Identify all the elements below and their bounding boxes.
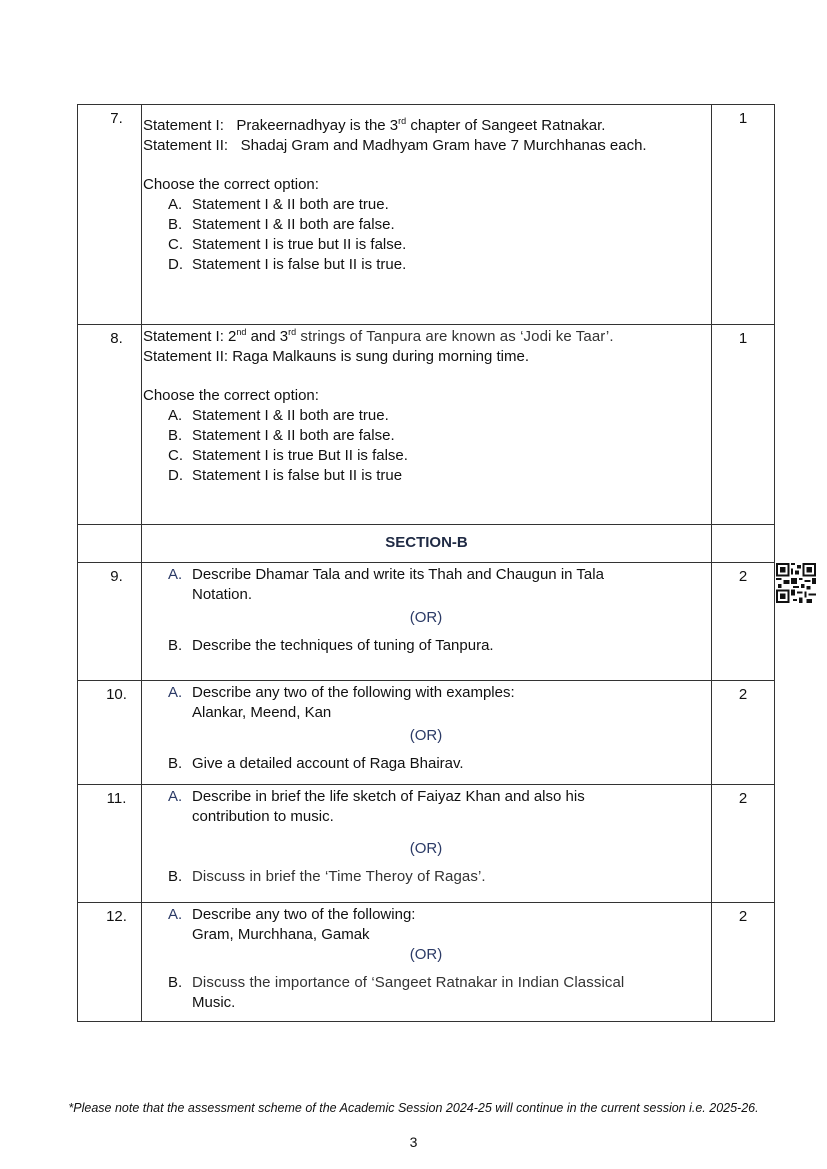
or-separator: (OR) bbox=[409, 727, 443, 744]
question-marks: 1 bbox=[712, 325, 775, 525]
question-body bbox=[142, 105, 712, 325]
option-a: A. Statement I & II both are true. bbox=[168, 407, 389, 424]
question-row bbox=[78, 681, 775, 785]
part-a: A. Describe any two of the following with examples: Alankar, Meend, Kan bbox=[168, 684, 515, 721]
question-body bbox=[142, 325, 712, 525]
option-c: C. Statement I is true but II is false. bbox=[168, 236, 407, 253]
option-d: D. Statement I is false but II is true bbox=[168, 467, 403, 484]
question-body bbox=[142, 681, 712, 785]
part-b: B. Discuss in brief the ‘Time Theroy of Ragas’. bbox=[168, 868, 486, 885]
question-marks: 2 bbox=[712, 785, 775, 903]
statement-2: Statement II: Raga Malkauns is sung during morning time. bbox=[143, 348, 530, 365]
question-body bbox=[142, 785, 712, 903]
question-number: 7. bbox=[78, 105, 142, 325]
or-separator: (OR) bbox=[409, 946, 443, 963]
question-number: 10. bbox=[78, 681, 142, 785]
question-row bbox=[78, 785, 775, 903]
empty-cell bbox=[712, 525, 775, 563]
empty-cell bbox=[78, 525, 142, 563]
question-row bbox=[78, 325, 775, 525]
option-d: D. Statement I is false but II is true. bbox=[168, 256, 407, 273]
option-a: A. Statement I & II both are true. bbox=[168, 196, 389, 213]
part-b: B. Give a detailed account of Raga Bhairav. bbox=[168, 755, 464, 772]
question-body bbox=[142, 903, 712, 1022]
option-c: C. Statement I is true But II is false. bbox=[168, 447, 408, 464]
question-row bbox=[78, 105, 775, 325]
question-number: 9. bbox=[78, 563, 142, 681]
question-prompt: Choose the correct option: bbox=[143, 387, 319, 404]
option-b: B. Statement I & II both are false. bbox=[168, 427, 395, 444]
page-number: 3 bbox=[409, 1134, 418, 1150]
section-title: SECTION-B bbox=[142, 525, 712, 563]
qr-code-icon bbox=[776, 563, 816, 603]
question-prompt: Choose the correct option: bbox=[143, 176, 319, 193]
question-row bbox=[78, 903, 775, 1022]
statement-2: Statement II: Shadaj Gram and Madhyam Gram have 7 Murchhanas each. bbox=[143, 137, 647, 154]
option-list bbox=[143, 195, 709, 275]
question-number: 8. bbox=[78, 325, 142, 525]
question-table bbox=[77, 104, 775, 1022]
question-marks: 2 bbox=[712, 563, 775, 681]
statement-1: Statement I: 2nd and 3rd strings of Tanpura are known as ‘Jodi ke Taar’. bbox=[143, 327, 614, 345]
part-a: A. Describe any two of the following: Gram, Murchhana, Gamak bbox=[168, 906, 416, 943]
question-marks: 2 bbox=[712, 903, 775, 1022]
section-row bbox=[78, 525, 775, 563]
question-body bbox=[142, 563, 712, 681]
option-b: B. Statement I & II both are false. bbox=[168, 216, 395, 233]
question-row bbox=[78, 563, 775, 681]
question-number: 12. bbox=[78, 903, 142, 1022]
question-marks: 1 bbox=[712, 105, 775, 325]
question-marks: 2 bbox=[712, 681, 775, 785]
footnote: *Please note that the assessment scheme of the Academic Session 2024-25 will continue in the current session i.e. 2025-26. bbox=[68, 1101, 759, 1115]
option-list bbox=[143, 406, 709, 486]
part-a: A. Describe in brief the life sketch of Faiyaz Khan and also his contribution to music. bbox=[168, 788, 585, 825]
part-a: A. Describe Dhamar Tala and write its Thah and Chaugun in Tala Notation. bbox=[168, 566, 604, 603]
or-separator: (OR) bbox=[409, 840, 443, 857]
or-separator: (OR) bbox=[409, 609, 443, 626]
statement-1: Statement I: Prakeernadhyay is the 3rd chapter of Sangeet Ratnakar. bbox=[143, 116, 606, 134]
part-b: B. Discuss the importance of ‘Sangeet Ratnakar in Indian Classical Music. bbox=[168, 974, 625, 1011]
question-number: 11. bbox=[78, 785, 142, 903]
part-b: B. Describe the techniques of tuning of Tanpura. bbox=[168, 637, 494, 654]
